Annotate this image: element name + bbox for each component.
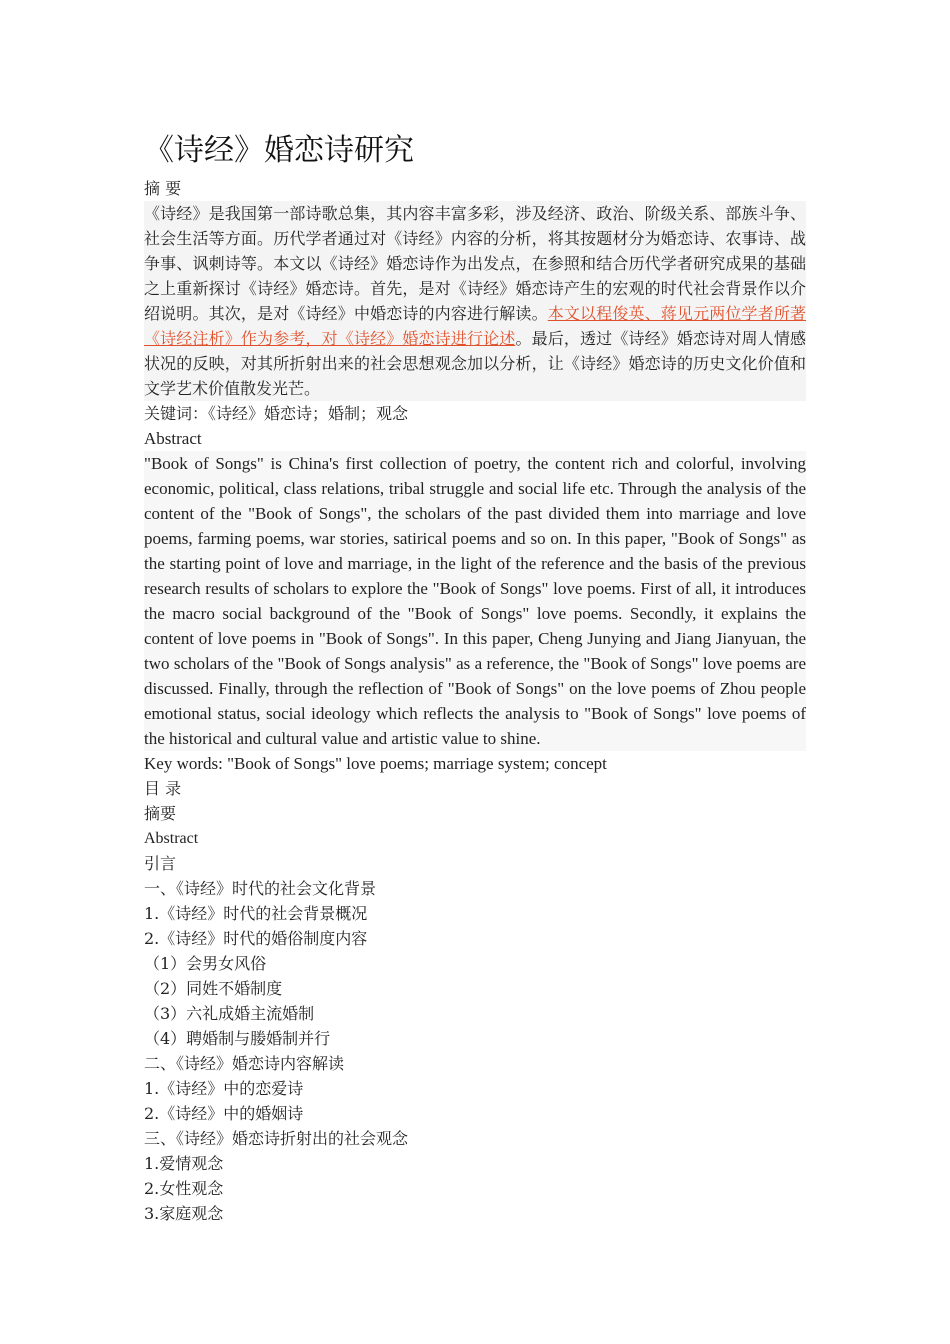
abstract-cn-highlighted-link[interactable]: 本文以程俊英、蒋见元两位学者所著《诗经注析》作为参考，对《诗经》婚恋诗进行论述 bbox=[144, 304, 806, 348]
toc-item[interactable]: 引言 bbox=[144, 854, 177, 873]
toc-item[interactable]: 1.《诗经》时代的社会背景概况 bbox=[144, 904, 368, 923]
toc-item[interactable]: 摘要 bbox=[144, 804, 177, 823]
toc-item[interactable]: 1.《诗经》中的恋爱诗 bbox=[144, 1079, 304, 1098]
toc-item[interactable]: 三、《诗经》婚恋诗折射出的社会观念 bbox=[144, 1129, 409, 1148]
keywords-en: Key words: "Book of Songs" love poems; marriage system; concept bbox=[144, 754, 607, 773]
abstract-en-body: "Book of Songs" is China's first collection of poetry, the content rich and colorful, involving economic, political, class relations, tribal struggle and social life etc. Through the analysis of the content of the "Book of Songs", the scholars of the past divided them into marriage and love poems, farming poems, war stories, satirical poems and so on. In this paper, "Book of Songs" as the starting point of love and marriage, in the light of the reference and the basis of the previous research results of scholars to explore the "Book of Songs" love poems. First of all, it introduces the macro social background of the "Book of Songs" love poems. Secondly, it explains the content of love poems in "Book of Songs". In this paper, Cheng Junying and Jiang Jianyuan, the two scholars of the "Book of Songs analysis" as a reference, the "Book of Songs" love poems are discussed. Finally, through the reflection of "Book of Songs" on the love poems of Zhou people emotional status, social ideology which reflects the analysis to "Book of Songs" love poems of the historical and cultural value and artistic value to shine. bbox=[144, 451, 806, 751]
toc-item[interactable]: （3）六礼成婚主流婚制 bbox=[144, 1004, 315, 1023]
table-of-contents bbox=[144, 801, 806, 1226]
abstract-cn-text-after: 。最后，透过《诗经》婚恋诗对周人情感状况的反映，对其所折射出来的社会思想观念加以分析，让《诗经》婚恋诗的历史文化价值和文学艺术价值散发光芒。 bbox=[144, 329, 806, 398]
toc-item[interactable]: （4）聘婚制与媵婚制并行 bbox=[144, 1029, 331, 1048]
toc-item[interactable]: （1）会男女风俗 bbox=[144, 954, 267, 973]
abstract-en-heading: Abstract bbox=[144, 429, 202, 448]
toc-heading: 目 录 bbox=[144, 779, 182, 798]
toc-item[interactable]: 一、《诗经》时代的社会文化背景 bbox=[144, 879, 377, 898]
toc-item[interactable]: 3.家庭观念 bbox=[144, 1204, 224, 1223]
abstract-cn-text-before: 《诗经》是我国第一部诗歌总集，其内容丰富多彩，涉及经济、政治、阶级关系、部族斗争、社会生活等方面。历代学者通过对《诗经》内容的分析，将其按题材分为婚恋诗、农事诗、战争事、讽刺诗等。本文以《诗经》婚恋诗作为出发点，在参照和结合历代学者研究成果的基础之上重新探讨《诗经》婚恋诗。首先，是对《诗经》婚恋诗产生的宏观的时代社会背景作以介绍说明。其次，是对《诗经》中婚恋诗的内容进行解读。 bbox=[144, 204, 806, 323]
abstract-cn-heading: 摘 要 bbox=[144, 179, 182, 198]
toc-item[interactable]: 2.《诗经》中的婚姻诗 bbox=[144, 1104, 304, 1123]
toc-item[interactable]: Abstract bbox=[144, 830, 199, 847]
toc-item[interactable]: 2.女性观念 bbox=[144, 1179, 224, 1198]
toc-item[interactable]: 二、《诗经》婚恋诗内容解读 bbox=[144, 1054, 345, 1073]
keywords-cn: 关键词：《诗经》婚恋诗；婚制；观念 bbox=[144, 404, 409, 423]
toc-item[interactable]: （2）同姓不婚制度 bbox=[144, 979, 283, 998]
abstract-cn-body bbox=[144, 201, 806, 401]
toc-item[interactable]: 1.爱情观念 bbox=[144, 1154, 224, 1173]
document-content bbox=[144, 132, 806, 1226]
document-title: 《诗经》婚恋诗研究 bbox=[144, 133, 414, 168]
toc-item[interactable]: 2.《诗经》时代的婚俗制度内容 bbox=[144, 929, 368, 948]
